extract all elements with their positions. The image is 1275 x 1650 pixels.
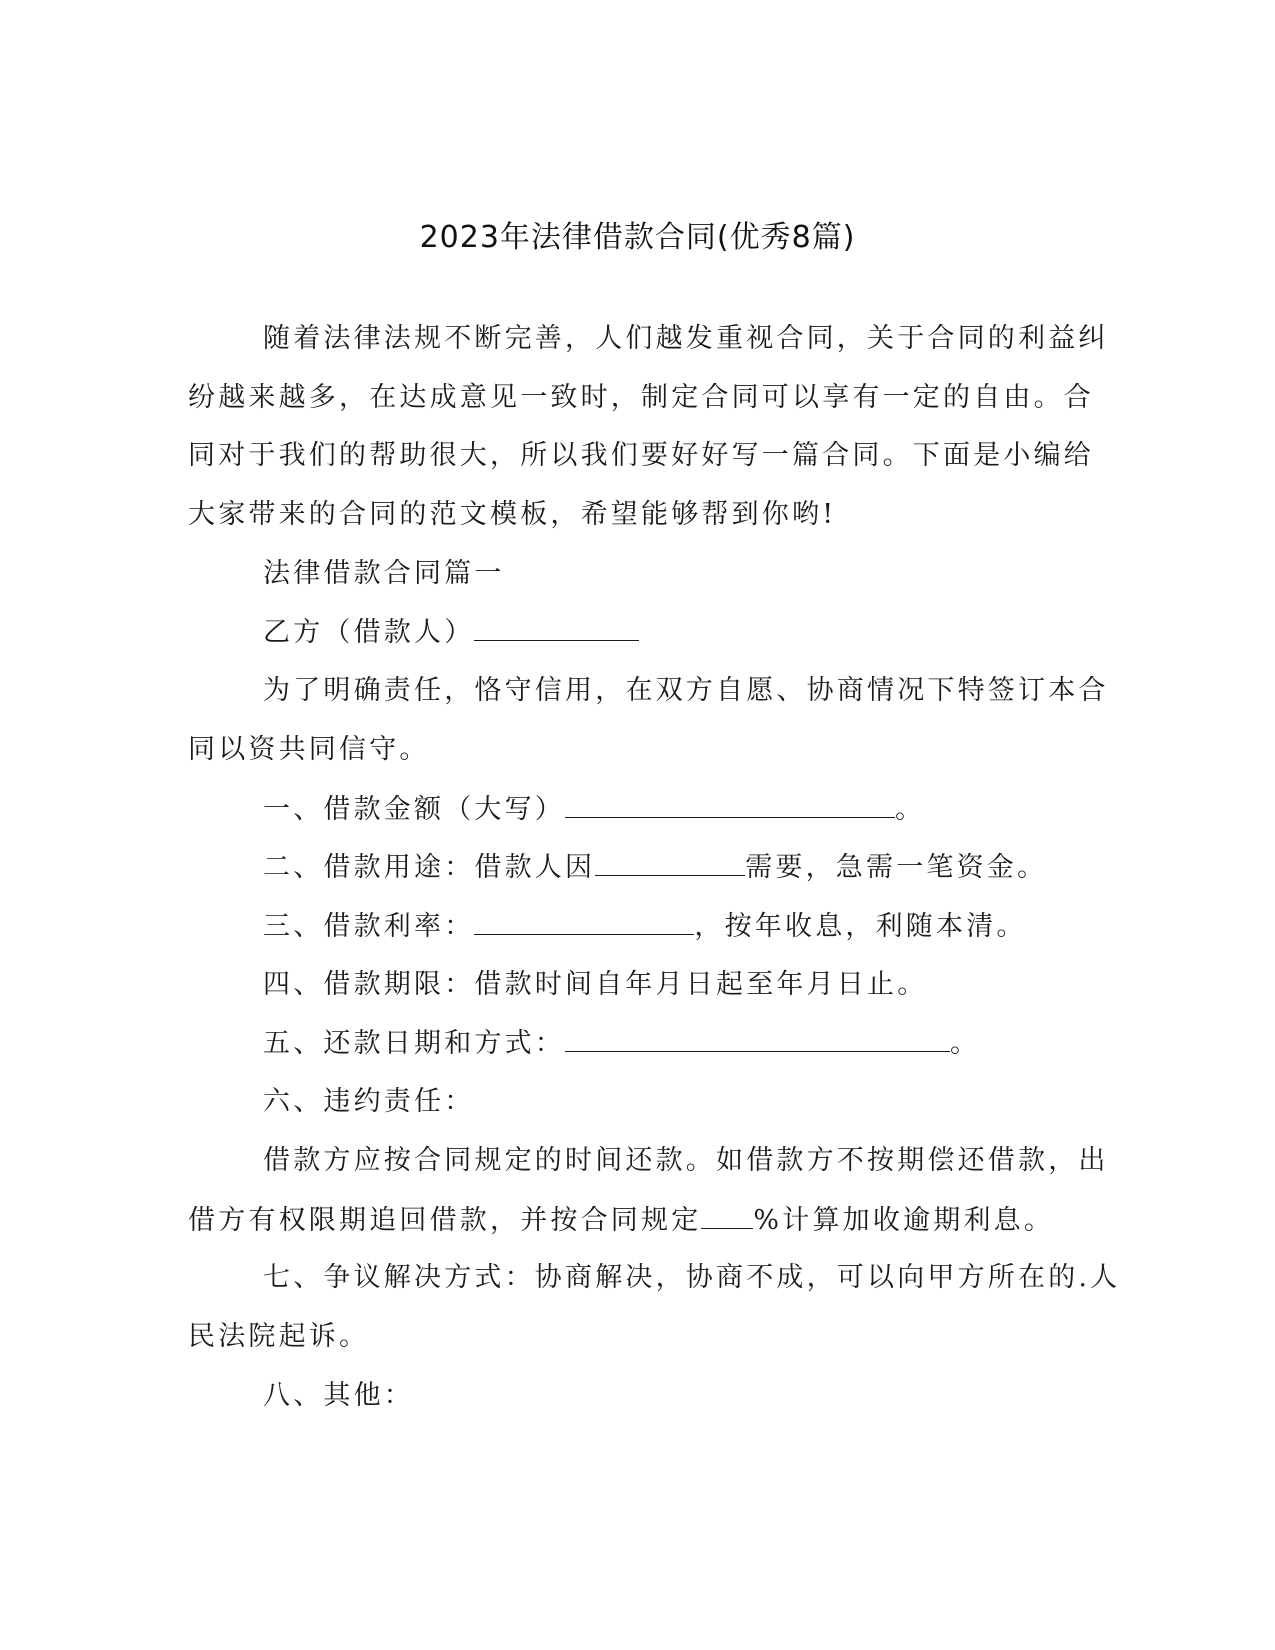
clause-6-body-line-2 xyxy=(188,1206,1054,1234)
clause-3 xyxy=(263,912,1027,940)
clause-5-label: 五、还款日期和方式： xyxy=(263,1028,565,1059)
clause-3-after: ，按年收息，利随本清。 xyxy=(694,911,1027,942)
purpose-line-2: 同以资共同信守。 xyxy=(188,734,430,765)
repayment-blank xyxy=(565,1029,950,1052)
purpose-blank xyxy=(595,853,745,876)
clause-2-before: 二、借款用途：借款人因 xyxy=(263,852,596,883)
intro-line-1: 随着法律法规不断完善，人们越发重视合同，关于合同的利益纠 xyxy=(263,323,1109,354)
clause-6: 六、违约责任： xyxy=(263,1086,475,1117)
intro-line-3: 同对于我们的帮助很大，所以我们要好好写一篇合同。下面是小编给 xyxy=(188,440,1094,471)
clause-7-line-2: 民法院起诉。 xyxy=(188,1321,370,1352)
rate-blank xyxy=(474,912,694,935)
clause-7-line-1: 七、争议解决方式：协商解决，协商不成，可以向甲方所在的.人 xyxy=(263,1262,1121,1293)
penalty-rate-blank xyxy=(701,1206,753,1229)
document-title: 2023年法律借款合同(优秀8篇) xyxy=(419,220,856,255)
clause-5 xyxy=(263,1029,980,1057)
party-b-label: 乙方（借款人） xyxy=(263,617,475,648)
clause-2-after: 需要，急需一笔资金。 xyxy=(745,852,1048,883)
amount-blank xyxy=(565,795,895,818)
clause-4: 四、借款期限：借款时间自年月日起至年月日止。 xyxy=(263,969,928,1000)
clause-2 xyxy=(263,853,1047,881)
clause-6-body-line-1: 借款方应按合同规定的时间还款。如借款方不按期偿还借款，出 xyxy=(263,1145,1109,1176)
clause-8: 八、其他： xyxy=(263,1380,414,1411)
clause-5-end: 。 xyxy=(950,1028,981,1059)
clause-6-line-2-before: 借方有权限期追回借款，并按合同规定 xyxy=(188,1205,702,1236)
clause-3-label: 三、借款利率： xyxy=(263,911,475,942)
clause-1-label: 一、借款金额（大写） xyxy=(263,794,565,825)
clause-1-end: 。 xyxy=(895,794,926,825)
section-heading: 法律借款合同篇一 xyxy=(263,558,505,589)
clause-6-line-2-after: %计算加收逾期利息。 xyxy=(753,1205,1055,1236)
party-b-blank xyxy=(474,618,639,641)
intro-line-4: 大家带来的合同的范文模板，希望能够帮到你哟! xyxy=(188,499,837,530)
intro-line-2: 纷越来越多，在达成意见一致时，制定合同可以享有一定的自由。合 xyxy=(188,382,1094,413)
clause-1 xyxy=(263,795,925,823)
purpose-line-1: 为了明确责任，恪守信用，在双方自愿、协商情况下特签订本合 xyxy=(263,675,1109,706)
party-b-line xyxy=(263,618,639,646)
